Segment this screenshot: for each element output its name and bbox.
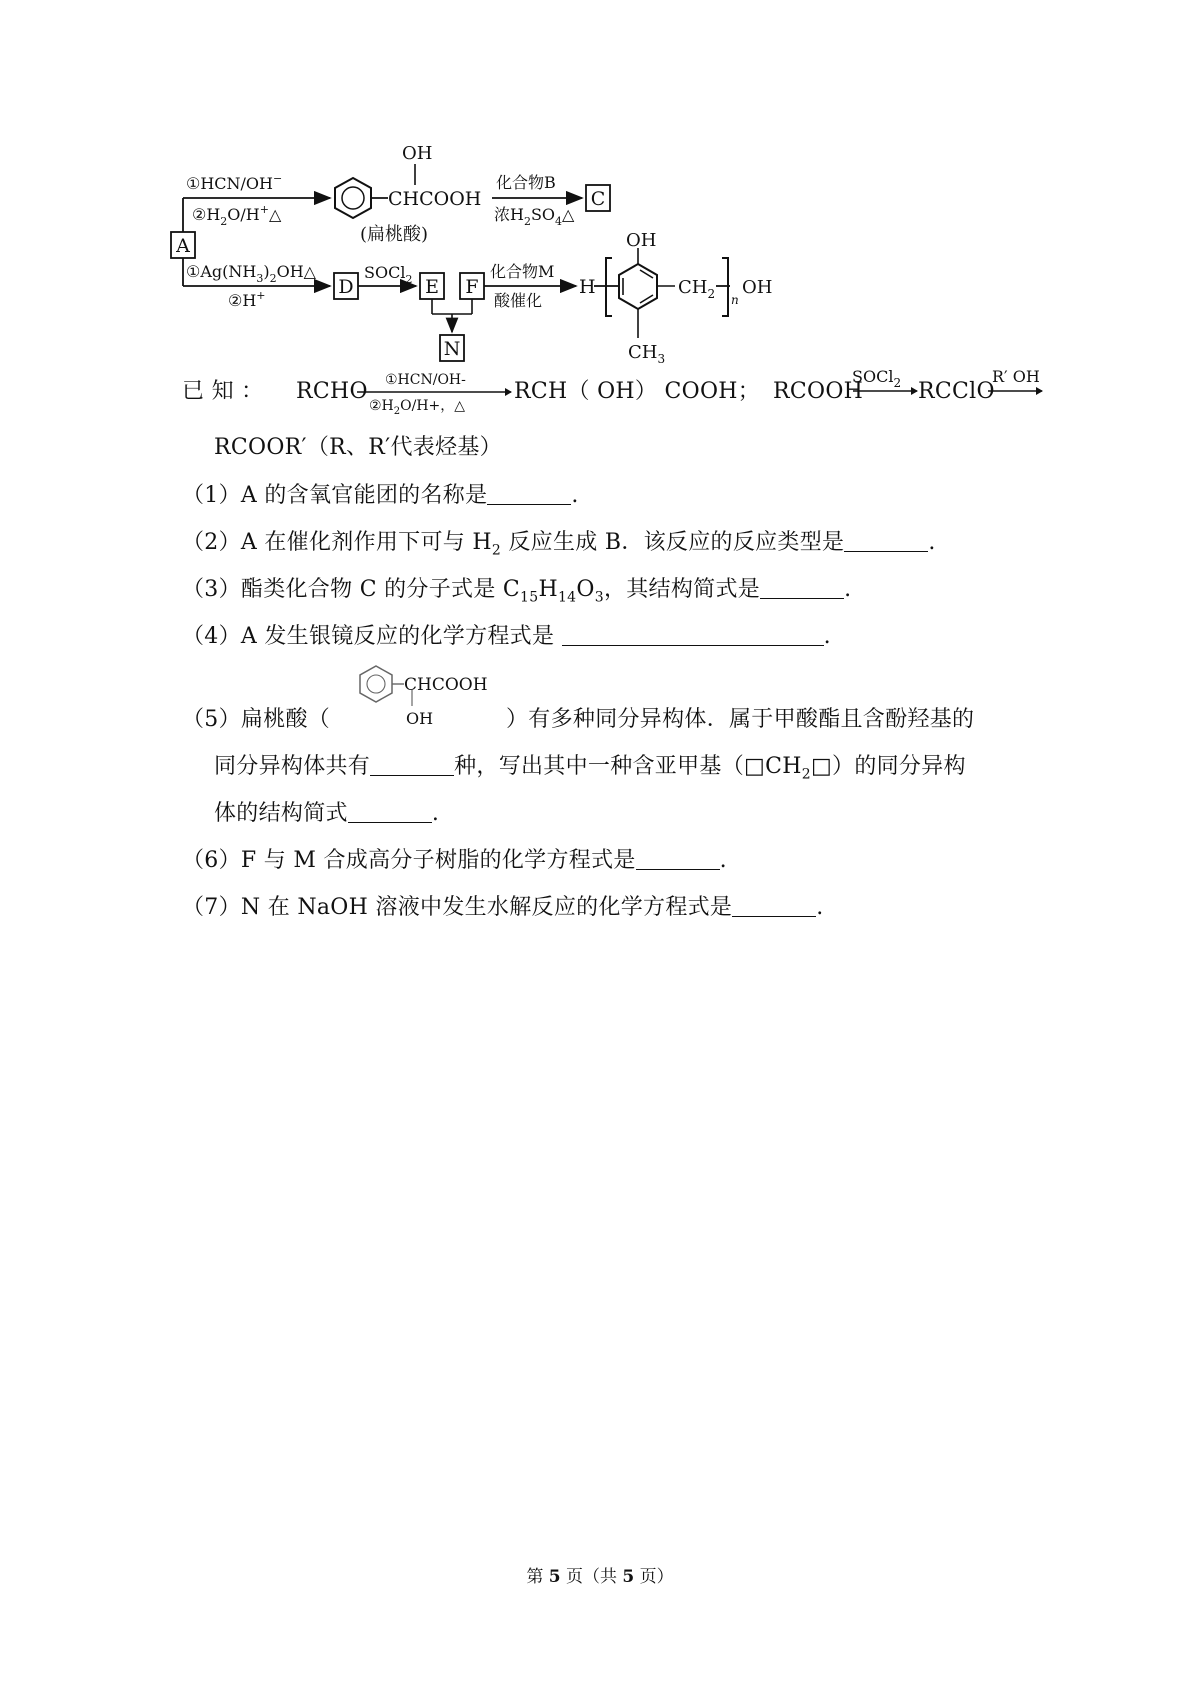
to-C-reagent-bottom: 浓$H_2SO_4\triangle$ (494, 205, 575, 228)
answer-blank-5b[interactable] (348, 800, 432, 823)
to-C-reagent-top: 化合物B (496, 173, 556, 192)
socl2-reagent: SOCl$_2$ (364, 263, 413, 286)
page-footer: 第 5 页（共 5 页） (526, 1567, 674, 1587)
top-reagent-2: $②H_2O/H^+\triangle$ (192, 203, 282, 228)
svg-text:D: D (338, 276, 354, 298)
question-5-line-2: 同分异构体共有 种，写出其中一种含亚甲基$(□CH_2□)$的同分异构 (214, 754, 966, 783)
known-rccl: RCClO (918, 379, 995, 404)
mandelic-name: (扁桃酸) (360, 224, 429, 245)
svg-text:E: E (425, 276, 439, 298)
question-6: （6）F 与 M 合成高分子树脂的化学方程式是 . (182, 848, 727, 873)
answer-blank-3[interactable] (760, 576, 844, 599)
svg-text:CHCOOH: CHCOOH (404, 675, 488, 695)
answer-blank-4[interactable] (562, 623, 824, 646)
to-polymer-reagent-bottom: 酸催化 (494, 291, 543, 310)
page-total: 5 (622, 1567, 635, 1587)
polymer-bracket-left (606, 258, 612, 316)
known-line-2: RCOOR′（R、R′代表烃基） (214, 435, 502, 460)
top-reagent-1: ①HCN/OH− (186, 172, 283, 193)
reaction-scheme (170, 140, 1030, 400)
compound-E-box (420, 273, 444, 299)
known-line-1 (182, 377, 264, 407)
to-polymer-reagent-top: 化合物M (490, 262, 555, 281)
svg-text:C: C (590, 188, 606, 210)
polymer-oh-top: OH (626, 230, 657, 251)
compound-C-box (586, 185, 610, 211)
svg-text:①HCN/OH-: ①HCN/OH- (385, 372, 466, 388)
svg-text:A: A (176, 235, 190, 257)
compound-N-box (440, 335, 464, 361)
answer-blank-5a[interactable] (370, 753, 454, 776)
benzene-ring-icon (335, 178, 388, 218)
svg-text:OH: OH (406, 709, 434, 728)
answer-blank-6[interactable] (636, 847, 720, 870)
mandelic-chain: CHCOOH (388, 188, 482, 210)
question-5-line-3: 体的结构简式 . (214, 801, 440, 826)
polymer-oh-end: OH (742, 277, 773, 298)
known-label: 已 知 ： (182, 379, 264, 404)
known-rcooh: RCOOH (773, 379, 864, 404)
question-5-line-1: （5）扁桃酸（ (182, 707, 331, 732)
known-arrow-3 (986, 366, 1046, 402)
page-number: 5 (548, 1567, 561, 1587)
polymer-n: n (731, 293, 739, 307)
question-5-line-1-rest: ）有多种同分异构体．属于甲酸酯且含酚羟基的 (506, 707, 975, 732)
answer-blank-7[interactable] (732, 894, 816, 917)
svg-text:R′ OH: R′ OH (992, 367, 1040, 386)
compound-D-box (334, 273, 358, 299)
polymer-H: H (579, 276, 596, 298)
answer-blank-1[interactable] (487, 482, 571, 505)
polymer-ch2: $CH_2$ (678, 277, 716, 301)
question-2: （2）A 在催化剂作用下可与 $H_2$ 反应生成 B．该反应的反应类型是 . (182, 530, 936, 559)
mandelic-oh: OH (402, 143, 433, 164)
phenol-ring-icon (619, 248, 675, 338)
polymer-ch3: $CH_3$ (628, 342, 666, 366)
known-arrow-2 (851, 366, 921, 402)
question-4: （4）A 发生银镜反应的化学方程式是 . (182, 624, 831, 649)
compound-A-box (171, 232, 195, 258)
known-product-1: RCH（ OH） COOH； (514, 379, 761, 404)
polymer-bracket-right (722, 258, 728, 316)
svg-text:N: N (443, 338, 461, 360)
question-3: （3）酯类化合物 C 的分子式是 $C_{15}H_{14}O_3$，其结构简式是 . (182, 577, 852, 606)
answer-blank-2[interactable] (844, 529, 928, 552)
mandelic-inline-structure (352, 660, 502, 732)
low-reagent-1: $①Ag(NH_3)_2OH\triangle$ (186, 262, 316, 285)
question-7: （7）N 在 NaOH 溶液中发生水解反应的化学方程式是 . (182, 895, 824, 920)
question-1: （1）A 的含氧官能团的名称是 . (182, 483, 579, 508)
svg-text:②H2O/H+，△: $②H_2O/H+$，△ (369, 398, 466, 417)
known-rcho: RCHO (296, 379, 368, 404)
svg-text:F: F (465, 276, 479, 298)
compound-F-box (460, 273, 484, 299)
svg-text:SOCl2: SOCl$_2$ (852, 367, 902, 390)
known-arrow-1 (355, 368, 515, 418)
low-reagent-2: ②H+ (228, 289, 266, 310)
